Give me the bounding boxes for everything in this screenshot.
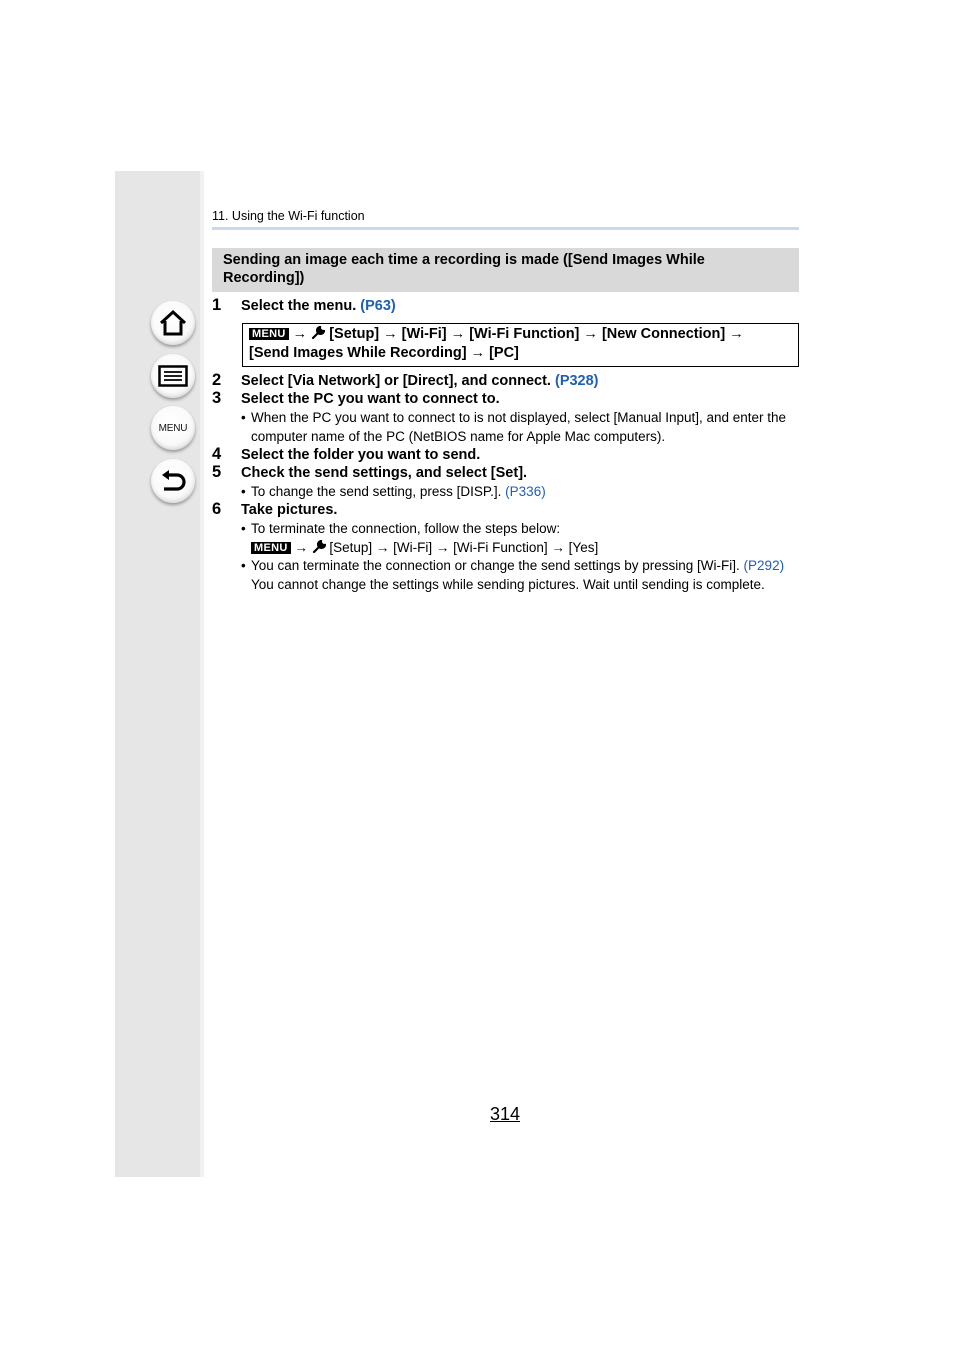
menu-badge-icon: MENU bbox=[251, 542, 291, 554]
note-label: To change the send setting, press [DISP.]. bbox=[251, 484, 502, 499]
path-arrow: → bbox=[294, 540, 308, 555]
home-button[interactable] bbox=[151, 301, 195, 345]
menu-label: MENU bbox=[158, 422, 188, 434]
step-label: Select [Via Network] or [Direct], and connect. bbox=[241, 373, 551, 389]
step-text: Take pictures. bbox=[241, 502, 338, 518]
wrench-icon bbox=[311, 326, 325, 340]
sidebar-edge bbox=[200, 171, 204, 1177]
menu-path-line: [Send Images While Recording] → [PC] bbox=[249, 345, 519, 361]
step-text: Select the folder you want to send. bbox=[241, 447, 481, 463]
menu-badge-icon: MENU bbox=[249, 328, 289, 340]
page-link[interactable]: (P292) bbox=[743, 558, 785, 573]
step-label: Select the menu. bbox=[241, 298, 357, 314]
home-icon bbox=[158, 309, 188, 337]
path-arrow: → bbox=[292, 326, 308, 342]
path-text: [Setup] → [Wi-Fi] → [Wi-Fi Function] → [Yes] bbox=[329, 540, 599, 555]
note-text: When the PC you want to connect to is not displayed, select [Manual Input], and enter the computer name of the PC (NetBIOS name for Apple Mac computers). bbox=[251, 410, 787, 444]
wrench-icon bbox=[312, 540, 326, 554]
note-item bbox=[241, 482, 801, 501]
section-title: Sending an image each time a recording is made ([Send Images While Recording]) bbox=[223, 252, 705, 286]
section-heading bbox=[212, 248, 799, 292]
step-number: 2 bbox=[212, 371, 222, 389]
note-item bbox=[241, 556, 801, 594]
path-text: [Setup] → [Wi-Fi] → [Wi-Fi Function] → [New Connection] → bbox=[329, 326, 744, 342]
bullet: • bbox=[241, 558, 246, 573]
step-text bbox=[241, 373, 599, 389]
note-item bbox=[241, 519, 801, 557]
back-button[interactable] bbox=[151, 459, 195, 503]
note-label: You cannot change the settings while sending pictures. Wait until sending is complete. bbox=[251, 577, 765, 592]
note-item bbox=[241, 408, 801, 446]
step-number: 6 bbox=[212, 500, 222, 518]
step-text: Check the send settings, and select [Set]. bbox=[241, 465, 528, 481]
menu-button[interactable] bbox=[151, 406, 195, 450]
step-text: Select the PC you want to connect to. bbox=[241, 391, 500, 407]
chapter-rule bbox=[212, 227, 799, 230]
list-icon bbox=[158, 365, 188, 387]
note-text bbox=[241, 482, 801, 501]
bullet: • bbox=[241, 484, 246, 499]
note-label: To terminate the connection, follow the steps below: bbox=[251, 521, 561, 536]
note-text bbox=[241, 519, 801, 557]
step-text bbox=[241, 298, 396, 314]
chapter-title: 11. Using the Wi-Fi function bbox=[212, 209, 365, 223]
step-number: 1 bbox=[212, 296, 222, 314]
note-text bbox=[241, 556, 801, 594]
step-number: 5 bbox=[212, 463, 222, 481]
bullet: • bbox=[241, 521, 246, 536]
page-link[interactable]: (P336) bbox=[505, 484, 546, 499]
note-label: You can terminate the connection or change the send settings by pressing [Wi-Fi]. bbox=[251, 558, 740, 573]
page-number: 314 bbox=[490, 1104, 521, 1124]
menu-path-line bbox=[249, 325, 792, 344]
step-number: 3 bbox=[212, 389, 222, 407]
return-arrow-icon bbox=[158, 468, 188, 494]
page-link[interactable]: (P328) bbox=[554, 373, 599, 389]
step-number: 4 bbox=[212, 445, 222, 463]
page-link[interactable]: (P63) bbox=[360, 298, 396, 314]
bullet: • bbox=[241, 410, 246, 425]
menu-path-box bbox=[242, 323, 799, 367]
contents-button[interactable] bbox=[151, 354, 195, 398]
